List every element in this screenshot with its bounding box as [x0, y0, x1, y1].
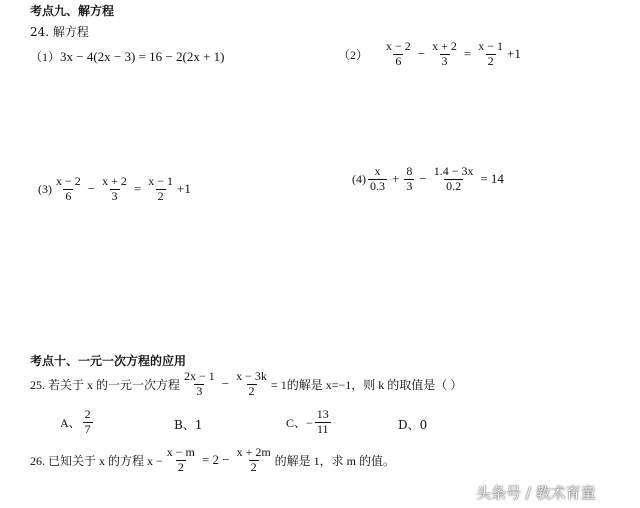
option-b: B、1: [174, 418, 203, 432]
question-25: 25. 若关于 x 的一元一次方程 $\frac{2x - 1}{3}$ − $\frac{x - 3k}{2}$ = 1的解是 x=−1，则 k 的取值是（ ）: [30, 369, 463, 398]
fraction: $\frac{x - 3k}{2}$: [236, 369, 267, 398]
fraction: $\frac{x + 2}{3}$: [102, 174, 127, 203]
fraction: $\frac{x + 2m}{2}$: [236, 445, 271, 474]
fraction: $\frac{2x - 1}{3}$: [184, 369, 215, 398]
fraction: $\frac{x - 1}{2}$: [478, 39, 504, 68]
fraction: $\frac{x - 2}{6}$: [56, 174, 81, 203]
fraction: $\frac{8}{3}$: [406, 164, 413, 193]
question-25-text-end: = 1的解是 x=−1，则 k 的取值是（ ）: [270, 377, 463, 392]
section-heading-9: 考点九、解方程: [30, 4, 115, 18]
option-d: D、0: [398, 418, 428, 432]
fraction: $\frac{1.4 - 3x}{0.2}$: [433, 164, 474, 193]
problem-4: (4) $\frac{x}{0.3}$ + $\frac{8}{3}$ − $\frac{1.4 - 3x}{0.2}$ = 14: [352, 164, 504, 193]
fraction: $\frac{x - m}{2}$: [166, 445, 195, 474]
question-24-title: 24. 解方程: [30, 25, 89, 39]
question-26-text-end: 的解是 1，求 m 的值。: [274, 453, 396, 468]
fraction: $\frac{x}{0.3}$: [370, 164, 385, 193]
problem-3-label: (3): [38, 181, 52, 196]
watermark: 头条号 / 教术育童: [476, 484, 596, 502]
problem-3: (3) $\frac{x - 2}{6}$ − $\frac{x + 2}{3}$ = $\frac{x - 1}{2}$ +1: [38, 174, 191, 203]
section-heading-10: 考点十、一元一次方程的应用: [30, 354, 187, 368]
option-a: A、 $\frac{2}{7}$: [60, 407, 91, 436]
problem-1: [30, 48, 225, 65]
problem-1-equation: 3x − 4(2x − 3) = 16 − 2(2x + 1): [60, 48, 225, 64]
fraction: $\frac{x + 2}{3}$: [432, 39, 457, 68]
problem-4-label: (4): [352, 171, 366, 186]
question-26-text: 26. 已知关于 x 的方程 x −: [30, 453, 163, 468]
problem-1-label: （1）: [30, 50, 61, 64]
option-c: C、− $\frac{13}{11}$: [286, 407, 329, 436]
fraction: $\frac{x - 2}{6}$: [386, 39, 411, 68]
problem-2-label: （2）: [338, 47, 369, 62]
question-26: 26. 已知关于 x 的方程 x − $\frac{x - m}{2}$ = 2 − $\frac{x + 2m}{2}$ 的解是 1，求 m 的值。: [30, 445, 396, 474]
fraction: $\frac{13}{11}$: [316, 407, 329, 436]
question-25-text: 25. 若关于 x 的一元一次方程: [30, 377, 181, 392]
problem-2: （2） $\frac{x - 2}{6}$ − $\frac{x + 2}{3}$ = $\frac{x - 1}{2}$ +1: [338, 39, 521, 68]
fraction: $\frac{x - 1}{2}$: [148, 174, 174, 203]
fraction: $\frac{2}{7}$: [84, 407, 91, 436]
